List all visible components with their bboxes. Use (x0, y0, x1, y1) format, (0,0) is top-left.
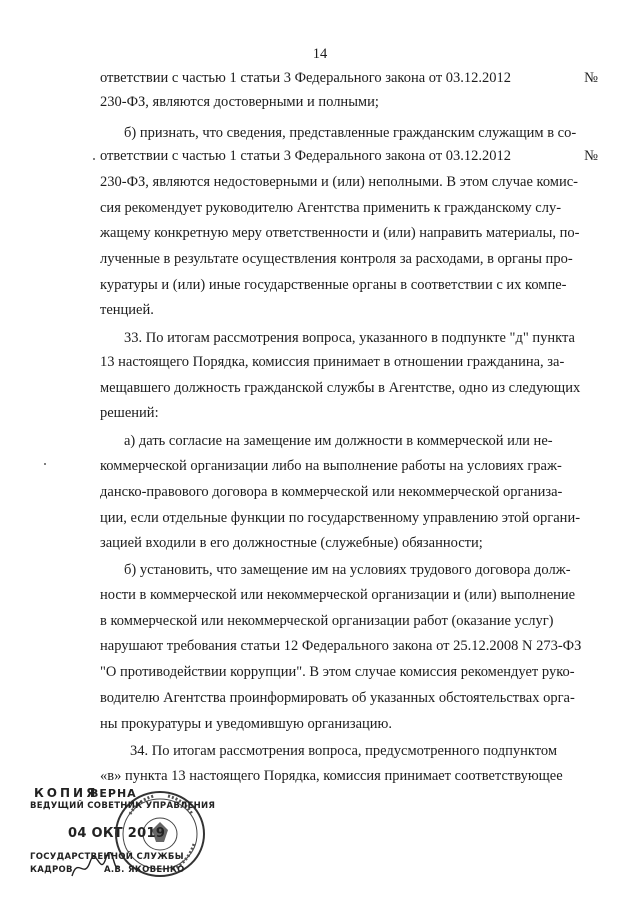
stamp-kopiya: КОПИЯ (34, 786, 99, 800)
stamp-service-line1: ГОСУДАРСТВЕННОЙ СЛУЖБЫ (30, 852, 184, 862)
stamp-signer: А.В. ЯКОВЕНКО (104, 865, 185, 875)
text-line: 34. По итогам рассмотрения вопроса, предусмотренного подпунктом (130, 743, 558, 759)
text-line: 230-ФЗ, являются недостоверными и (или) неполными. В этом случае комис- (100, 174, 578, 190)
text-line: ности в коммерческой или некоммерческой организации и (или) выполнение (100, 587, 576, 603)
text-line: сия рекомендует руководителю Агентства применить к гражданскому слу- (100, 200, 562, 216)
number-sign: № (584, 70, 598, 86)
text-line (100, 146, 598, 166)
text-line: данско-правового договора в коммерческой или некоммерческой организа- (100, 484, 563, 500)
page-number: 14 (312, 46, 328, 62)
line-text: ответствии с частью 1 статьи 3 Федерального закона от 03.12.2012 (100, 70, 512, 86)
text-line: "О противодействии коррупции". В этом случае комиссия рекомендует руко- (100, 664, 575, 680)
signature-icon (70, 852, 120, 882)
stamp-service-line2: КАДРОВ (30, 865, 73, 875)
text-line: б) признать, что сведения, представленные гражданским служащим в со- (124, 125, 577, 141)
text-line: в коммерческой или некоммерческой организации работ (оказание услуг) (100, 613, 554, 629)
stamp-verna: ВЕРНА (90, 787, 137, 800)
text-line: коммерческой организации либо на выполнение работы на условиях граж- (100, 458, 562, 474)
text-line: ны прокуратуры и уведомившую организацию. (100, 716, 392, 732)
text-line: лученные в результате осуществления контроля за расходами, в органы про- (100, 251, 573, 267)
text-line: нарушают требования статьи 12 Федерального закона от 25.12.2008 N 273-ФЗ (100, 638, 582, 654)
text-line: куратуры и (или) иные государственные органы в соответствии с их компе- (100, 277, 567, 293)
text-line: а) дать согласие на замещение им должности в коммерческой или не- (124, 433, 553, 449)
text-line (100, 68, 598, 88)
scan-speck (44, 463, 46, 465)
text-line: «в» пункта 13 настоящего Порядка, комиссия принимает соответствующее (100, 768, 563, 784)
text-line: б) установить, что замещение им на условиях трудового договора долж- (124, 562, 571, 578)
text-line: решений: (100, 405, 159, 421)
text-line: водителю Агентства проинформировать об указанных обстоятельствах орга- (100, 690, 575, 706)
line-text: ответствии с частью 1 статьи 3 Федерального закона от 03.12.2012 (100, 148, 512, 164)
text-line: 33. По итогам рассмотрения вопроса, указанного в подпункте "д" пункта (124, 330, 575, 346)
scan-speck (93, 158, 95, 160)
text-line: 230-ФЗ, являются достоверными и полными; (100, 94, 379, 110)
text-line: 13 настоящего Порядка, комиссия принимает в отношении гражданина, за- (100, 354, 565, 370)
number-sign: № (584, 148, 598, 164)
text-line: мещавшего должность гражданской службы в Агентстве, одно из следующих (100, 380, 581, 396)
text-line: жащему конкретную меру ответственности и (или) направить материалы, по- (100, 225, 580, 241)
text-line: ции, если отдельные функции по государственному управлению этой органи- (100, 510, 581, 526)
text-line: зацией входили в его должностные (служебные) обязанности; (100, 535, 483, 551)
stamp-position: ВЕДУЩИЙ СОВЕТНИК УПРАВЛЕНИЯ (30, 801, 216, 811)
stamp-date: 04 ОКТ 2019 (68, 826, 166, 841)
text-line: тенцией. (100, 302, 154, 318)
